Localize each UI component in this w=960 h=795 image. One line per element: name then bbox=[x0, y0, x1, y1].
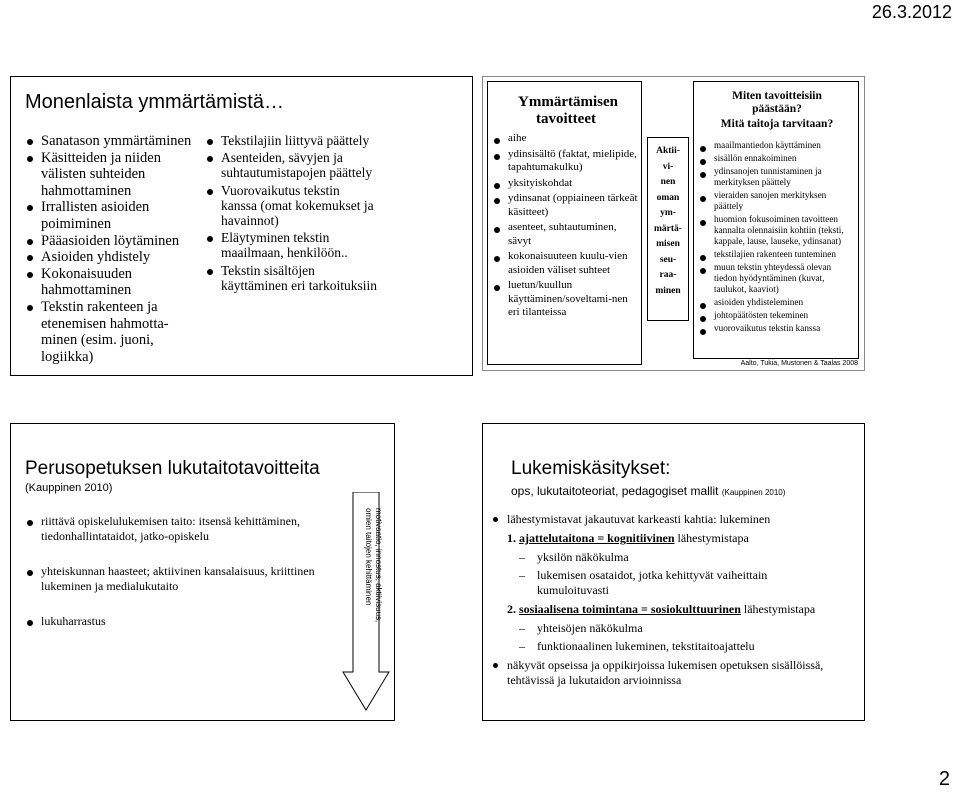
slide-3-list bbox=[27, 514, 332, 649]
list-item: aihe bbox=[494, 132, 639, 146]
goals-header: Ymmärtämisen tavoitteet bbox=[518, 94, 618, 127]
numbered-line bbox=[493, 602, 838, 617]
list-item: ydinsisältö (faktat, mielipide, tapahtumakulku) bbox=[494, 148, 639, 175]
slide-4-title: Lukemiskäsitykset: bbox=[511, 458, 671, 479]
middle-line: misen bbox=[656, 239, 680, 249]
list-item: asenteet, suhtautuminen, sävyt bbox=[494, 221, 639, 248]
slide-1-left-list bbox=[27, 133, 197, 365]
arrow-text-1: motivaatio, innostus, aktiivisuus, bbox=[374, 508, 383, 623]
line-text: funktionaalinen lukeminen, tekstitaitoajattelu bbox=[537, 639, 755, 653]
middle-line: raa- bbox=[659, 270, 677, 280]
middle-line: oman bbox=[656, 192, 680, 203]
slide-4-body bbox=[493, 512, 838, 688]
list-item: ydinsanojen tunnistaminen ja merkityksen päättely bbox=[700, 166, 856, 188]
slide-1-title: Monenlaista ymmärtämistä… bbox=[25, 91, 284, 113]
middle-line: Aktii- bbox=[656, 146, 680, 156]
list-item: Asioiden yhdistely bbox=[27, 249, 197, 266]
list-item: Pääasioiden löytäminen bbox=[27, 233, 197, 250]
page-number: 2 bbox=[938, 768, 950, 790]
middle-line: ym- bbox=[660, 208, 676, 218]
list-item: Kokonaisuuden hahmottaminen bbox=[27, 266, 197, 299]
dash-line: – funktionaalinen lukeminen, tekstitaitoajattelu bbox=[519, 639, 755, 653]
motivation-arrow-text bbox=[363, 508, 383, 622]
list-item: vuorovaikutus tekstin kanssa bbox=[700, 323, 856, 334]
number: 1. bbox=[507, 531, 516, 545]
middle-line: vi- bbox=[662, 161, 674, 172]
list-item: luetun/kuullun käyttäminen/soveltami-nen eri tilanteissa bbox=[494, 279, 639, 320]
list-item: Vuorovaikutus tekstin kanssa (omat kokemukset ja havainnot) bbox=[207, 183, 377, 229]
middle-line: märtä- bbox=[654, 223, 682, 234]
list-item: vieraiden sanojen merkityksen päättely bbox=[700, 190, 856, 212]
active-understanding-box bbox=[647, 137, 689, 321]
slide-2 bbox=[482, 76, 865, 371]
list-item: asioiden yhdisteleminen bbox=[700, 297, 856, 308]
list-item: Irrallisten asioiden poimiminen bbox=[27, 199, 197, 232]
list-item: ydinsanat (oppiaineen tärkeät käsitteet) bbox=[494, 192, 639, 219]
list-item: muun tekstin yhteydessä olevan tiedon hyödyntäminen (kuvat, taulukot, kaaviot) bbox=[700, 262, 856, 295]
slide-1 bbox=[10, 76, 473, 376]
dash-line: – yhteisöjen näkökulma bbox=[519, 621, 643, 635]
list-item: Sanatason ymmärtäminen bbox=[27, 133, 197, 150]
goals-box bbox=[487, 81, 642, 365]
subtitle-main: ops, lukutaitoteoriat, pedagogiset mallit bbox=[511, 484, 719, 498]
skills-list bbox=[700, 140, 856, 336]
line-text: yksilön näkökulma bbox=[537, 550, 629, 564]
list-item: yksityiskohdat bbox=[494, 177, 639, 191]
subtitle-ref: (Kauppinen 2010) bbox=[721, 488, 786, 497]
skills-header-2: Mitä taitoja tarvitaan? bbox=[720, 118, 834, 130]
line-text: lukemisen osataidot, jotka kehittyvät vaiheittain kumuloituvasti bbox=[537, 568, 768, 597]
middle-line: minen bbox=[655, 285, 681, 296]
slide-3-subtitle: (Kauppinen 2010) bbox=[25, 482, 113, 494]
skills-header-1: Miten tavoitteisiin päästään? bbox=[732, 90, 822, 115]
bullet-line bbox=[493, 512, 838, 527]
list-item: Käsitteiden ja niiden välisten suhteiden hahmottaminen bbox=[27, 150, 197, 200]
numbered-line bbox=[493, 531, 838, 546]
line-text: lähestymistapa bbox=[677, 531, 749, 545]
middle-line: seu- bbox=[659, 254, 677, 265]
slide-3 bbox=[10, 423, 395, 721]
arrow-text-2: omien taitojen kehittäminen bbox=[364, 508, 373, 606]
bullet-line bbox=[493, 658, 838, 688]
date-header: 26.3.2012 bbox=[871, 2, 952, 22]
dash-line: – yksilön näkökulma bbox=[519, 550, 629, 564]
list-item: sisällön ennakoiminen bbox=[700, 153, 856, 164]
list-item: tekstilajien rakenteen tunteminen bbox=[700, 249, 856, 260]
citation: Aalto, Tukia, Mustonen & Taalas 2008 bbox=[740, 360, 858, 367]
list-item: yhteiskunnan haasteet; aktiivinen kansalaisuus, kriittinen lukeminen ja medialukutaito bbox=[27, 564, 332, 594]
list-item: riittävä opiskelulukemisen taito: itsensä kehittäminen, tiedonhallintataidot, jatko-opiskelu bbox=[27, 514, 332, 544]
list-item: Tekstin rakenteen ja etenemisen hahmotta-minen (esim. juoni, logiikka) bbox=[27, 299, 197, 365]
line-text: lähestymistavat jakautuvat karkeasti kahtia: lukeminen bbox=[507, 512, 771, 526]
slide-1-right-list bbox=[207, 133, 377, 295]
dash-line: – lukemisen osataidot, jotka kehittyvät vaiheittain kumuloituvasti bbox=[519, 568, 768, 597]
slide-3-title: Perusopetuksen lukutaitotavoitteita bbox=[25, 458, 320, 479]
line-text: lähestymistapa bbox=[743, 602, 816, 616]
bold-text: ajattelutaitona = kognitiivinen bbox=[519, 531, 675, 545]
list-item: johtopäätösten tekeminen bbox=[700, 310, 856, 321]
list-item: Eläytyminen tekstin maailmaan, henkilöön.. bbox=[207, 230, 377, 260]
goals-list bbox=[494, 132, 639, 322]
list-item: Tekstilajiin liittyvä päättely bbox=[207, 133, 377, 148]
middle-line: nen bbox=[660, 177, 676, 187]
list-item: Tekstin sisältöjen käyttäminen eri tarkoituksiin bbox=[207, 263, 377, 293]
list-item: Asenteiden, sävyjen ja suhtautumistapojen päättely bbox=[207, 150, 377, 180]
skills-box bbox=[693, 81, 859, 359]
line-text: näkyvät opseissa ja oppikirjoissa lukemisen opetuksen sisällöissä, tehtävissä ja lukutaidon arvioinnissa bbox=[507, 658, 824, 687]
line-text: yhteisöjen näkökulma bbox=[537, 621, 643, 635]
number: 2. bbox=[507, 602, 516, 616]
slide-4 bbox=[482, 423, 865, 721]
bold-text: sosiaalisena toimintana = sosiokulttuurinen bbox=[519, 602, 741, 616]
list-item: lukuharrastus bbox=[27, 614, 332, 629]
list-item: huomion fokusoiminen tavoitteen kannalta olennaisiin kohtiin (teksti, kappale, lause, lauseke, ydinsanat) bbox=[700, 214, 856, 247]
list-item: maailmantiedon käyttäminen bbox=[700, 140, 856, 151]
slide-4-subtitle bbox=[511, 484, 785, 498]
list-item: kokonaisuuteen kuulu-vien asioiden väliset suhteet bbox=[494, 250, 639, 277]
